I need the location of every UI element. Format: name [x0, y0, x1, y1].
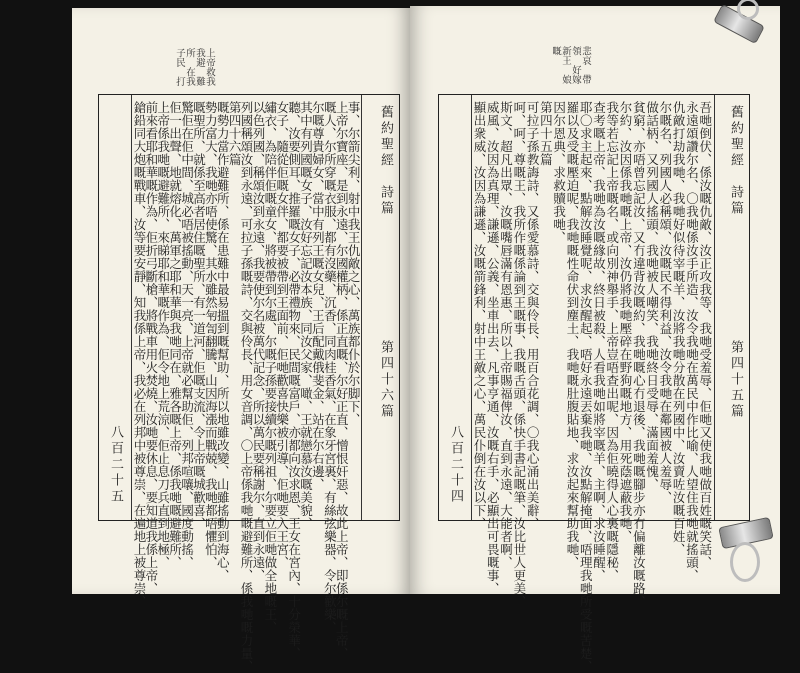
- right-page-text-column: 第四十五篇: [538, 101, 554, 166]
- right-page-text-column: 呵、呵、尊嘅王、我所作嘅係論到王嘅事、我嘅舌頭、係快手書記嘅筆、汝比世人更美、: [511, 101, 527, 608]
- right-page-text-column: 貧窮、亦唔曾忘記汝、又冇違背汝嘅約、我哋嘅心冇退後、我哋嘅腳步亦冇偏離汝嘅路、: [631, 101, 647, 608]
- left-page-text-column: 驚佢在佢中間、城必唔被搖動、天一亮、上帝就必幫助佢、列邦喧嚷、國度動搖、: [179, 101, 195, 569]
- left-page-text-column: 佢一出聲、地就熔化、萬軍之耶和華與我哋同在、雅各嘅上帝、係我哋嘅避難所、: [167, 101, 183, 569]
- left-page-text-column: 勢力富大、我哋亦唔使驚、其水雖然匉訇翻騰、山因海漲而戰兢、我哋都唔懼怕、: [203, 101, 219, 569]
- left-page-text-column: 上帝尔寶座、是到永遠、尔國權柄、係正直嘅、尔好正直、憎恨奸惡、故此上帝、即係尔嘅上帝、: [334, 101, 350, 660]
- left-page-text-column: 嘅人、尔所穿嘅衣服、都有沒藥、沉香、同肉桂香氣、在象牙宮裏、有絲弦樂器、令尔歡樂、: [322, 101, 338, 634]
- right-header-title: 舊約聖經 詩篇: [728, 105, 743, 217]
- right-page-text-column: 仇敵打劫我哋、我哋好似待宰嘅羊、汝將我哋分散在列國中、汝賣咗汝嘅百姓、: [671, 101, 687, 556]
- left-header-title: 舊約聖經 詩篇: [378, 105, 393, 217]
- right-text-frame: [438, 94, 750, 673]
- right-page-number: 八百二十四: [448, 425, 463, 505]
- left-page-text-column: 尔嘅尊貴婦女、當中有列王嘅女兒、王后配戴俄斐金、站在尔右邊、: [310, 101, 326, 491]
- left-page-text-column: 列國稱頌汝到永遠、可拉子孫嘅詩、交與伶長、用女音調、〇上帝係我哋嘅避難所、係我哋嘅力量、: [239, 101, 255, 673]
- right-top-note: 悲哀 帶領 好嫁 新王 娘 嘅: [550, 46, 591, 94]
- left-page-text-column: 前來看耶和華嘅作為、佢折弓斷槍、將戰車用火焚燒、汝哋要休息、要知道我係上帝、: [143, 101, 159, 595]
- right-page-text-column: 永遠頌讚尔名、〇我哋係汝手所造、汝令我哋在萬民中作比喻、人望住我哋就搖頭、: [684, 101, 700, 582]
- left-page-text-column: 鎗鉛同大炮嘅戰車、汝等要安靜、知我係上帝、我必在列邦中被尊崇、在遍地上被尊崇、: [132, 101, 147, 608]
- right-page-text-column: 耶〇求主起來、點解汝睡覺呢、求汝醒起、唔好永遠丟棄我哋、汝點解掩面、唔理我哋所受嘅苦楚、: [578, 101, 594, 673]
- left-page-text-column: 繡衣、為陪伴佢嘅童女、將被帶到尔處、尔嘅子孫要接續尔嘅列祖、尔要立佢哋做全地嘅王、: [262, 101, 278, 634]
- binder-clip-bottom-right: [712, 516, 776, 586]
- left-page-text-column: 聽、汝要側耳、推羅嘅女子、必帶禮物來、民間嘅富戶、亦都向汝求恩、王女在宮內、十分榮華、: [286, 101, 302, 660]
- right-page-text-column: 我等若忘記上帝嘅名、或向別神舉手、上帝豈唔查出呢、因為佢曉得人心裏嘅隱秘、: [604, 101, 620, 582]
- left-page: [72, 8, 410, 673]
- right-page-text-column: 尔嘅名、列國人必稱頌、汝嘅民不得利益、汝令我哋在鄰國被人羞辱、: [657, 101, 673, 504]
- left-top-note: 上帝救我 我避 難所 在我 子民 打: [174, 48, 215, 96]
- binder-clip-top-right: [705, 2, 765, 47]
- left-page-text-column: 其中有列國嘅女子、汝好忘記汝本族、同汝父家、噉、王就戀慕汝嘅美貌、: [298, 101, 314, 530]
- left-page-text-column: 第四十六篇: [227, 101, 243, 166]
- left-page-text-column: 以色列國、稱頌汝到永遠、我要使尔名被萬代記念、所以萬民要稱謝尔、直到永遠、: [250, 101, 266, 582]
- right-page-text-column: 做話柄、又列國人搖頭、我哋被人嘲笑、我哋終日受辱、滿面羞愧、: [644, 101, 660, 491]
- right-chapter-label: 第四十五篇: [728, 340, 743, 420]
- left-text-frame: [98, 94, 400, 673]
- left-page-text-column: 事、尔箭尖利、射中我王仇敵之心、萬族都仆於尔脚下、: [346, 101, 362, 426]
- left-page-text-column: 上帝係我哋嘅避難所、來睇耶和華嘅作為、佢令地上荒涼、佢止息刀兵直到地極、: [155, 101, 171, 569]
- left-page-text-column: 嘅勢力當作避難所、係在患難中最易搵到嘅幫助、所以地雖改變、山雖搖動到海心、: [215, 101, 231, 582]
- right-page-text-column: 查考嘅上帝、我哋為汝嘅緣故、終日被殺、人看我哋如將宰嘅羊、主啊、求汝睡醒、: [591, 101, 607, 582]
- right-page-text-column: 斯文、超凡出眾、汝嘅嘴唇滿有恩惠、所以上帝賜福俾汝、直到永遠、大能者啊、: [498, 101, 514, 569]
- left-chapter-label: 第四十六篇: [378, 340, 393, 420]
- left-page-text-column: 女子、隨從佢嘅女伴、都要被帶到王面前、佢哋歡喜快樂被引導、佢哋要入王宮、: [274, 101, 290, 569]
- right-page-text-column: 可拉子孫教誨詩、又係愛慕詩、交與伶長、用百合花調、〇我心涌出美辭、: [525, 101, 541, 530]
- right-page: [410, 6, 780, 673]
- right-page-text-column: 吾哋倒伏、係汝嘅仇敵、汝正攻我等、我哋受羞辱、佢哋又使我哋做百姓嘅笑話、: [697, 101, 713, 569]
- binder-clip-left: [62, 6, 63, 7]
- right-header-divider-2: [714, 95, 715, 520]
- right-page-text-column: 羅以及受嘅壓迫呢、我哋嘅性命伏到塵土、我哋嘅肚腹貼地、求汝起來幫助我哋、: [564, 101, 580, 569]
- right-page-text-column: 威風、汝因為真理、謙遜、公義、坐車出去、凡事亨通、汝嘅右手、必顯出可畏嘅事、: [485, 101, 501, 595]
- left-page-text-column: 嘅聖所、就係至高者居住嘅聖所、有一道河、佢嘅支流、令上帝嘅城歡喜、: [191, 101, 207, 530]
- right-page-text-column: 因尔恩典、求救贖我哋、: [551, 101, 567, 244]
- right-page-text-column: 尔約、汝因係我哋嘅上帝、汝仍將我哋壓碎在野狗嘅地方、用死蔭遮蔽我哋、: [618, 101, 634, 543]
- left-header-divider-2: [361, 95, 362, 520]
- right-page-text-column: 顯出衆威、汝因為謙遜、汝嘅箭鋒利、射中王敵之心、萬民仆倒在汝以下、: [472, 101, 487, 530]
- left-page-number: 八百二十五: [108, 425, 123, 505]
